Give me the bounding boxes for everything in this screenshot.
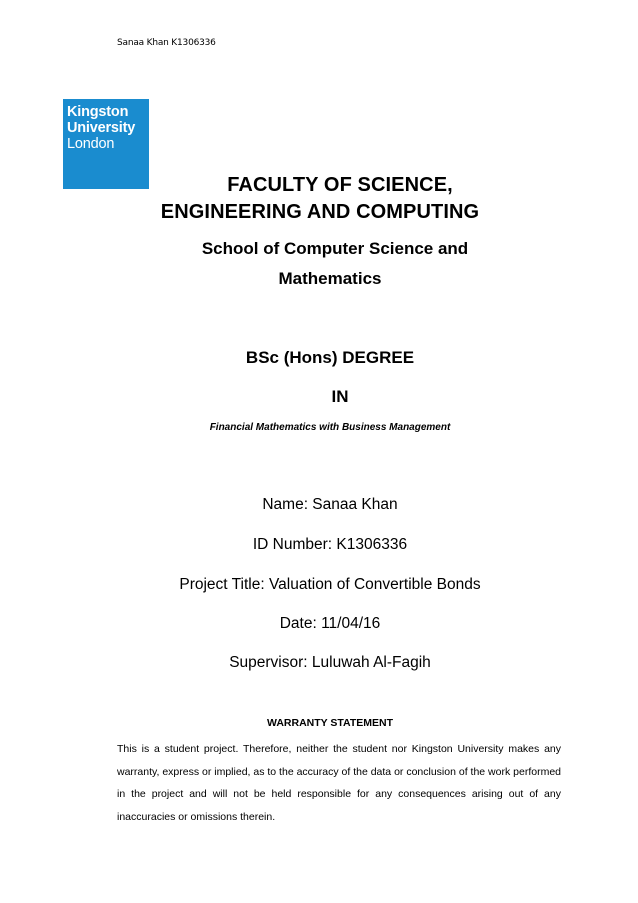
faculty-title-line2: ENGINEERING AND COMPUTING xyxy=(160,201,480,223)
school-title-line2: Mathematics xyxy=(278,269,382,288)
university-logo xyxy=(63,99,149,189)
logo-line-university: University xyxy=(67,120,136,136)
degree-title: BSc (Hons) DEGREE xyxy=(245,348,415,367)
supervisor: Supervisor: Luluwah Al-Fagih xyxy=(229,654,431,671)
degree-in: IN xyxy=(331,387,349,406)
submission-date: Date: 11/04/16 xyxy=(279,615,381,632)
logo-line-london: London xyxy=(67,136,115,152)
faculty-title-line1: FACULTY OF SCIENCE, xyxy=(227,174,453,196)
student-id: ID Number: K1306336 xyxy=(252,536,408,553)
page-header: Sanaa Khan K1306336 xyxy=(117,38,216,48)
student-name: Name: Sanaa Khan xyxy=(262,496,398,513)
logo-line-kingston: Kingston xyxy=(67,104,129,120)
project-title: Project Title: Valuation of Convertible Bonds xyxy=(179,576,481,593)
warranty-title: WARRANTY STATEMENT xyxy=(267,717,393,729)
school-title-line1: School of Computer Science and xyxy=(201,239,469,258)
course-name: Financial Mathematics with Business Management xyxy=(209,422,451,433)
warranty-text: This is a student project. Therefore, neither the student nor Kingston University makes any warranty, express or implied, as to the accuracy of the data or conclusion of the work performed in the project and will not be held responsible for any consequences arising out of any inaccuracies or omissions therein. xyxy=(117,743,561,823)
